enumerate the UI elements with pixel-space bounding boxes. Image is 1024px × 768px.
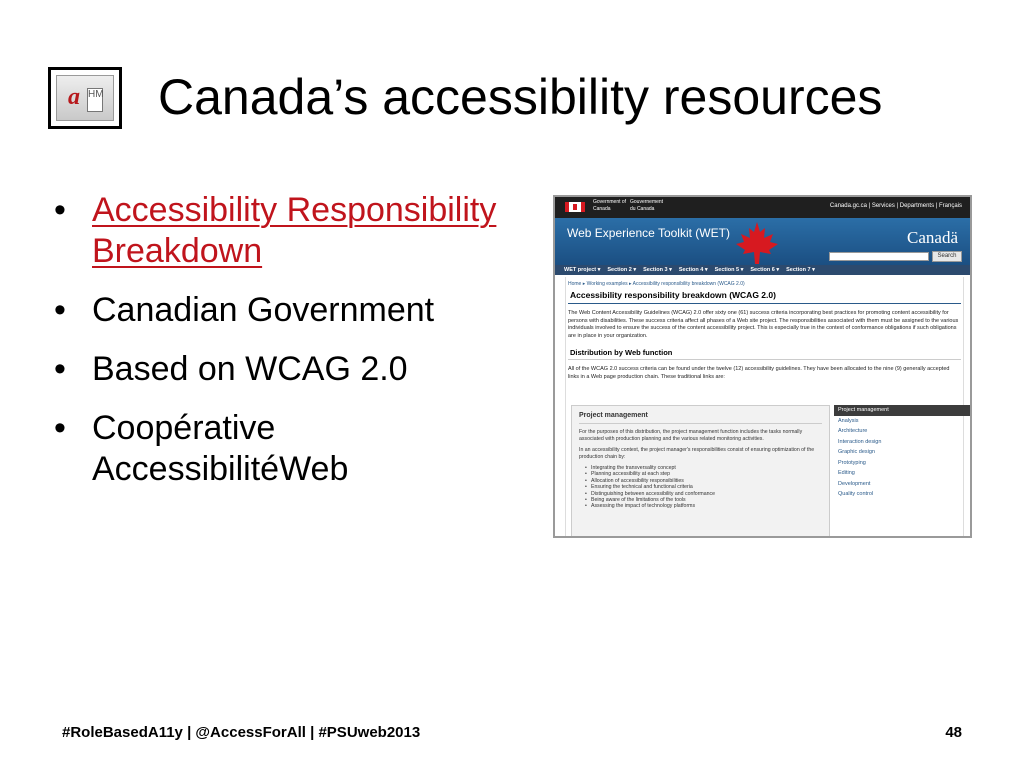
site-title: Web Experience Toolkit (WET)	[567, 226, 730, 240]
panel-paragraph: In an accessibility context, the project manager's responsibilities consist of ensuring optimization of the production chain by:	[579, 447, 815, 460]
list-item: • Assessing the impact of technology platforms	[591, 503, 822, 509]
nav-item[interactable]: Section 5 ▾	[714, 267, 744, 273]
intro-paragraph: The Web Content Accessibility Guidelines (WCAG) 2.0 offer sixty one (61) success criteria incorporating best practices for promoting content accessibility for persons with disabilities. These success criteria affect all phases of a Web site project. The responsibilities associated with them must be assigned to the various individuals involved to ensure the success of the content accessibility project. This is especially true in the context of conformance obligations if such obligations are in place in your organization.	[568, 310, 959, 339]
bullet-item	[52, 290, 522, 331]
panel-list	[579, 465, 822, 510]
top-links[interactable]: Canada.gc.ca | Services | Departments | Français	[829, 203, 962, 209]
wet-website-screenshot	[553, 195, 972, 538]
logo-letters-hm: HM	[87, 88, 103, 112]
list-item: • Ensuring the technical and functional criteria	[591, 484, 822, 490]
maple-leaf-icon	[733, 220, 781, 266]
slide-footer: #RoleBasedA11y | @AccessForAll | #PSUweb2013	[62, 724, 421, 741]
tab-quality-control[interactable]: Quality control	[838, 491, 874, 497]
government-name-fr: Gouvernement du Canada	[630, 199, 664, 212]
nav-item[interactable]: Section 4 ▾	[678, 267, 708, 273]
logo-tile	[56, 75, 114, 121]
main-nav	[555, 265, 970, 275]
list-item: • Being aware of the limitations of the tools	[591, 497, 822, 503]
bullet-dot: •	[54, 191, 66, 229]
tab-editing[interactable]: Editing	[838, 470, 855, 476]
site-banner	[555, 218, 970, 265]
government-bar	[555, 197, 970, 218]
search-button[interactable]: Search	[932, 251, 962, 262]
bullet-text: Coopérative AccessibilitéWeb	[92, 409, 349, 488]
nav-item[interactable]: Section 7 ▾	[786, 267, 815, 273]
nav-item[interactable]: WET project ▾	[564, 267, 601, 273]
list-item: • Integrating the transversality concept	[591, 465, 822, 471]
panel-paragraph: For the purposes of this distribution, the project management function includes the tasks normally associated with production planning and the various related monitoring activities.	[579, 429, 803, 442]
section-heading: Distribution by Web function	[568, 340, 961, 360]
ahm-logo	[48, 67, 122, 129]
nav-item[interactable]: Section 6 ▾	[750, 267, 780, 273]
list-item: • Allocation of accessibility responsibilities	[591, 478, 822, 484]
canada-flag-icon	[565, 202, 585, 212]
page-number: 48	[945, 724, 962, 741]
nav-item[interactable]: Section 3 ▾	[643, 267, 672, 273]
bullet-dot: •	[54, 350, 66, 388]
accessibility-breakdown-link[interactable]: Accessibility Responsibility Breakdown	[92, 191, 497, 270]
function-tab-list	[834, 405, 970, 500]
list-item: • Distinguishing between accessibility and conformance	[591, 491, 822, 497]
bullet-item	[52, 349, 522, 390]
nav-item[interactable]: Section 2 ▾	[607, 267, 637, 273]
canada-wordmark: Canadä	[907, 228, 958, 247]
bullet-dot: •	[54, 291, 66, 329]
page-heading: Accessibility responsibility breakdown (WCAG 2.0)	[568, 287, 961, 304]
bullet-text: Canadian Government	[92, 291, 435, 329]
tab-graphic-design[interactable]: Graphic design	[838, 449, 875, 455]
tab-interaction-design[interactable]: Interaction design	[838, 438, 882, 445]
tab-analysis[interactable]: Analysis	[838, 417, 859, 424]
bullet-list	[52, 190, 522, 508]
bullet-dot: •	[54, 409, 66, 447]
panel-title: Project management	[579, 412, 822, 424]
tab-project-management[interactable]: Project management	[834, 405, 970, 416]
tab-prototyping[interactable]: Prototyping	[838, 459, 866, 466]
tabbed-panel	[571, 405, 969, 538]
search-input[interactable]	[829, 252, 929, 261]
list-item: • Planning accessibility at each step	[591, 471, 822, 477]
bullet-item	[52, 190, 522, 272]
distribution-paragraph: All of the WCAG 2.0 success criteria can be found under the twelve (12) accessibility guidelines. They have been allocated to the nine (9) generally accepted links in a Web page production chain. These traditional links are:	[568, 366, 950, 380]
project-management-panel	[571, 405, 830, 538]
logo-letter-a: a	[68, 84, 80, 110]
slide-title: Canada’s accessibility resources	[158, 69, 883, 125]
tab-architecture[interactable]: Architecture	[838, 428, 868, 434]
breadcrumb[interactable]: Home ▸ Working examples ▸ Accessibility responsibility breakdown (WCAG 2.0)	[568, 281, 745, 287]
bullet-text: Based on WCAG 2.0	[92, 350, 408, 388]
tab-development[interactable]: Development	[838, 480, 871, 487]
government-name-en: Government of Canada	[593, 199, 627, 212]
bullet-item	[52, 408, 522, 490]
